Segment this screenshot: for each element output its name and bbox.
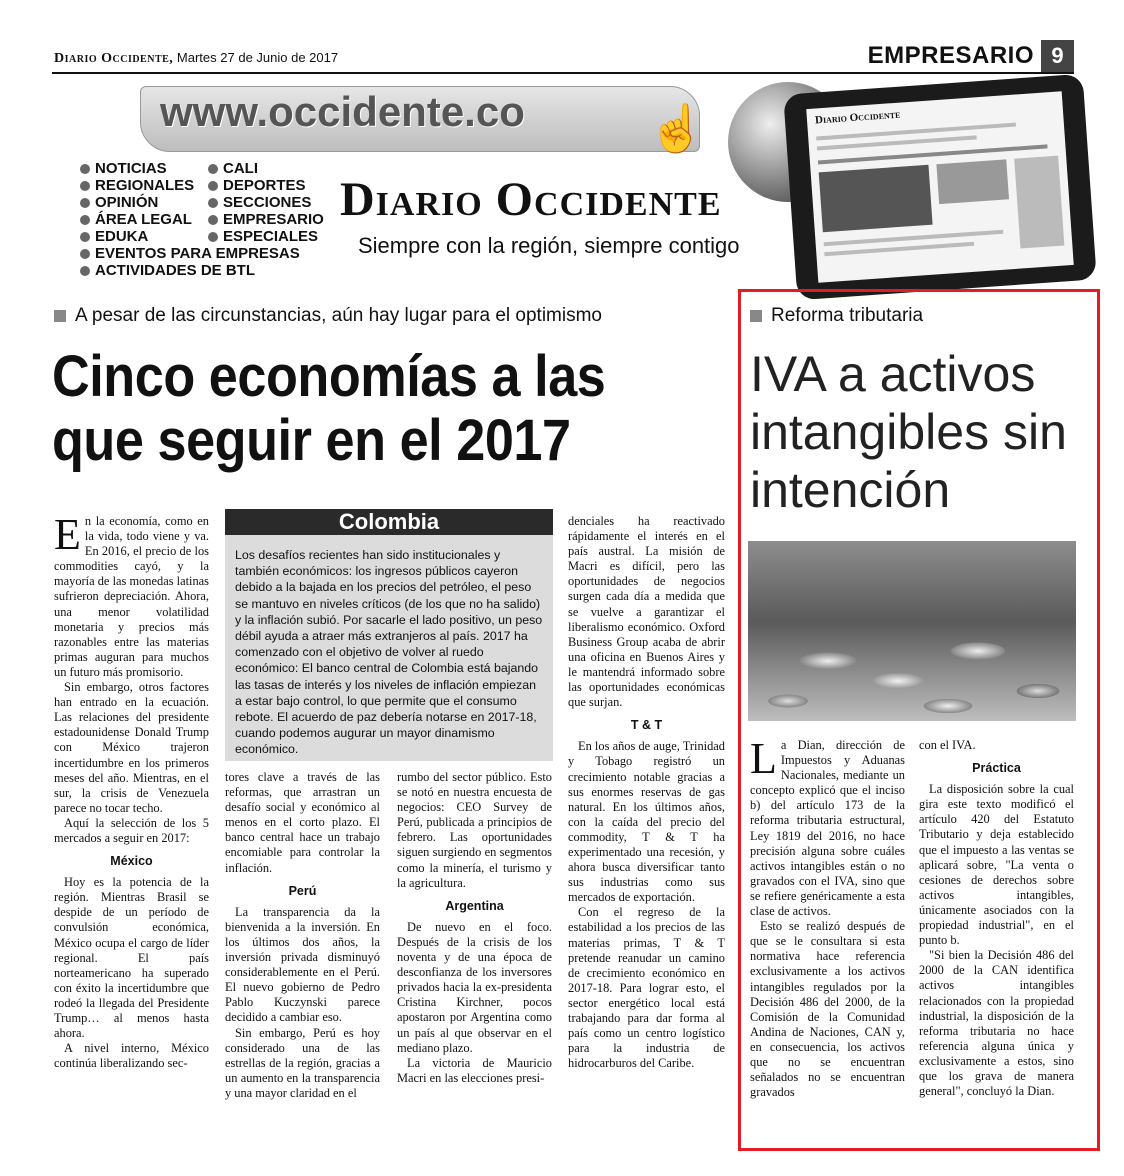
paragraph: denciales ha reactivado rápidamente el interés en el país austral. La misión de Macri es difícil, pero las oportunidades de negocios surgen cada día a medida que se vuelve a garantizar el liberalismo económico. Oxford Business Group acaba de abrir una oficina en Buenos Aires y le mantendrá informado sobre las oportunidades económicas que surjan. xyxy=(568,514,725,710)
paragraph: Sin embargo, Perú es hoy considerado una de las estrellas de la región, gracias a un aumento en la transparencia y una mayor claridad en el xyxy=(225,1025,380,1100)
paragraph: En los años de auge, Trinidad y Tobago registró un crecimiento notable gracias a sus enormes reservas de gas natural. En los últimos años, con la caída del precio del commodity, T & T ha experimentado una recesión, y ahora busca diversificar tanto sus industrias como sus mercados de exportación. xyxy=(568,739,725,905)
issue-date: Martes 27 de Junio de 2017 xyxy=(176,50,339,65)
tablet-screen xyxy=(806,91,1074,282)
dropcap: E xyxy=(54,510,81,559)
paragraph: A nivel interno, México continúa liberalizando sec- xyxy=(54,1041,209,1071)
paragraph: La transparencia da la bienvenida a la inversión. En los últimos dos años, la inversión privada disminuyó considerablemente en el Perú. El nuevo gobierno de Pedro Pablo Kuczynski parece decidido a cambiar eso. xyxy=(225,904,380,1025)
paragraph: a Dian, dirección de Impuestos y Aduanas Nacionales, mediante un concepto explicó que el inciso b) del artículo 173 de la reforma tributaria estructural, Ley 1819 del 2016, no hace precisión alguna sobre cuáles activos intangibles están o no gravados con el IVA, sino que se refiere genéricamente a esta clase de activos. xyxy=(750,738,905,919)
right-column-2 xyxy=(919,738,1074,1099)
header-rule xyxy=(52,72,1074,74)
banner-links-col2 xyxy=(208,160,324,245)
paragraph: De nuevo en el foco. Después de la crisis de los noventa y de una época de desconfianza de los inversores privados hacia la ex-presidenta Cristina Kirchner, pocos apostaron por Argentina como un país al que observar en el mediano plazo. xyxy=(397,919,552,1055)
column-2 xyxy=(225,770,380,1101)
paragraph: Sin embargo, otros factores han entrado en la ecuación. Las relaciones del presidente estadounidense Donald Trump con México trajeron incertidumbre en los primeros meses del año. Mientras, en el sur, la crisis de Venezuela parece no tocar techo. xyxy=(54,680,209,815)
banner-link[interactable]: SECCIONES xyxy=(208,194,324,211)
subheading-tt: T & T xyxy=(630,718,663,733)
banner-link[interactable]: EMPRESARIO xyxy=(208,211,324,228)
subheading-mexico: México xyxy=(110,854,153,869)
paragraph: Aquí la selección de los 5 mercados a seguir en 2017: xyxy=(54,815,209,845)
page-number: 9 xyxy=(1041,40,1074,72)
banner-link[interactable]: OPINIÓN xyxy=(80,194,300,211)
paragraph: Esto se realizó después de que se le consultara si esta normativa hace referencia exclusivamente a los activos intangibles regulados por la Decisión 486 del 2000, de la Comisión de la Comunidad Andina de Naciones, CAN y, en consecuencia, los activos que no se encuentran señalados no se encuentran gravados xyxy=(750,919,905,1100)
colombia-box-text: Los desafíos recientes han sido institucionales y también económicos: los ingresos públicos cayeron debido a la bajada en los precios del petróleo, el peso se mantuvo en niveles críticos (de los que no ha salido) y la inflación subió. Por sacarle el lado positivo, un peso débil ayuda a atraer más extranjeros al país. 2017 ha comenzado con el objetivo de volver al ruedo económico: El banco central de Colombia está bajando las tasas de interés y los niveles de inflación empiezan a estar bajo control, lo que permite que el consumo rebote. El acuerdo de paz debería notarse en 2017-18, cuando podemos augurar un mayor dinamismo económico. xyxy=(235,548,543,757)
paper-name: Diario Occidente, xyxy=(54,51,174,66)
column-4 xyxy=(568,514,725,1071)
coins-photo xyxy=(748,541,1076,721)
banner-link[interactable]: EVENTOS PARA EMPRESAS xyxy=(80,245,300,262)
paragraph: tores clave a través de las reformas, que arrastran un desafío social y económico al menos en el corto plazo. El banco central hace un trabajo encomiable para controlar la inflación. xyxy=(225,770,380,875)
dropcap: L xyxy=(750,734,777,783)
column-1 xyxy=(54,510,209,1071)
paragraph: n la economía, como en la vida, todo viene y va. En 2016, el precio de los commodities cayó, y la mayoría de las monedas latinas sufrieron depreciación. Ahora, una menor volatilidad monetaria y precios más razonables entre las materias primas auguran para muchos un futuro más promisorio. xyxy=(54,514,209,679)
slogan: Siempre con la región, siempre contigo xyxy=(358,233,740,258)
right-column-1 xyxy=(750,734,905,1100)
column-3 xyxy=(397,770,552,1086)
paragraph: rumbo del sector público. Esto se notó en nuestra encuesta de negocios: CEO Survey de Perú, publicada a principios de febrero. Las oportunidades siguen surgiendo en segmentos como la minería, el turismo y la agricultura. xyxy=(397,770,552,890)
paragraph: La disposición sobre la cual gira este texto modificó el artículo 420 del Estatuto Tributario y deja establecido que el impuesto a las ventas se aplicará sobre, "La venta o cesiones de derechos sobre activos intangibles, únicamente asociados con la propiedad industrial", en el punto b. xyxy=(919,782,1074,948)
kicker-left: A pesar de las circunstancias, aún hay lugar para el optimismo xyxy=(54,305,602,327)
paragraph: Hoy es la potencia de la región. Mientras Brasil se despide de un período de convulsión económica, México ocupa el cargo de líder regional. El país norteamericano ha superado con éxito la incertidumbre que rodeó la llegada del Presidente Trump… al menos hasta ahora. xyxy=(54,875,209,1041)
tablet-icon xyxy=(783,74,1097,300)
newspaper-logo: Diario Occidente xyxy=(340,173,722,226)
banner-link[interactable]: ACTIVIDADES DE BTL xyxy=(80,262,300,279)
banner-link[interactable]: ÁREA LEGAL xyxy=(80,211,300,228)
paragraph: La victoria de Mauricio Macri en las elecciones presi- xyxy=(397,1055,552,1085)
subheading-argentina: Argentina xyxy=(445,898,504,913)
headline-right: IVA a activos intangibles sin intención xyxy=(750,346,1067,518)
banner-link[interactable]: EDUKA xyxy=(80,228,300,245)
subheading-practica: Práctica xyxy=(972,761,1021,776)
paragraph: "Si bien la Decisión 486 del 2000 de la CAN identifica activos intangibles relacionados con la propiedad industrial, la disposición de la reforma tributaria no hace referencia alguna única y exclusivamente a estos, sino que los grava de manera general", concluyó la Dian. xyxy=(919,948,1074,1099)
section-title: EMPRESARIO xyxy=(867,42,1034,69)
kicker-right: Reforma tributaria xyxy=(750,305,923,327)
colombia-box-title: Colombia xyxy=(225,509,553,535)
banner-link[interactable]: CALI xyxy=(208,160,324,177)
subheading-peru: Perú xyxy=(288,883,317,898)
paragraph: Con el regreso de la estabilidad a los precios de las materias primas, T & T pretende reanudar un camino de crecimiento económico en 2017-18. Para lograr esto, el sector energético local está trabajando para dar forma al país como un centro logístico para la industria de hidrocarburos del Caribe. xyxy=(568,905,725,1071)
paragraph: con el IVA. xyxy=(919,738,976,752)
banner-link[interactable]: DEPORTES xyxy=(208,177,324,194)
headline-left: Cinco economías a las que seguir en el 2017 xyxy=(52,344,606,473)
banner-link[interactable]: NOTICIAS xyxy=(80,160,300,177)
tablet-logo: Diario Occidente xyxy=(814,108,901,127)
pointing-hand-icon: ☝ xyxy=(648,103,706,154)
banner-link[interactable]: ESPECIALES xyxy=(208,228,324,245)
banner-link[interactable]: REGIONALES xyxy=(80,177,300,194)
website-url[interactable]: www.occidente.co xyxy=(160,88,525,135)
